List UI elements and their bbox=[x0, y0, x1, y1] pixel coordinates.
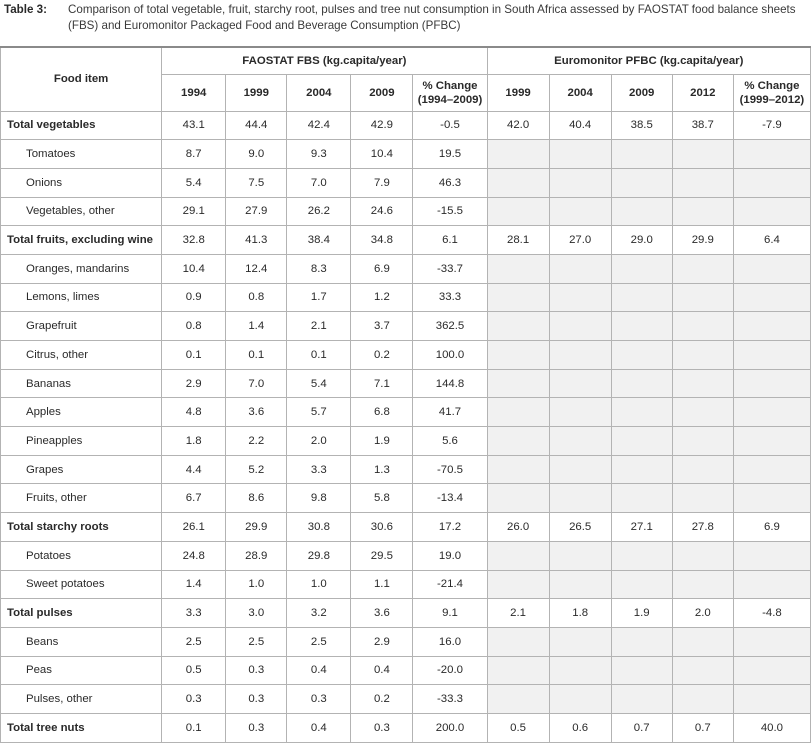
category-total-row bbox=[1, 713, 811, 742]
fbs-change-cell: 5.6 bbox=[413, 427, 487, 456]
food-item-row bbox=[1, 427, 811, 456]
pfbc-value-cell bbox=[672, 168, 733, 197]
pfbc-value-cell bbox=[672, 455, 733, 484]
pfbc-value-cell bbox=[672, 541, 733, 570]
pfbc-value-cell: 1.8 bbox=[549, 599, 611, 628]
fbs-value-cell: 4.8 bbox=[162, 398, 226, 427]
fbs-value-cell: 0.5 bbox=[162, 656, 226, 685]
pfbc-value-cell: 29.0 bbox=[611, 226, 672, 255]
fbs-value-cell: 0.1 bbox=[226, 341, 287, 370]
pfbc-value-cell bbox=[672, 254, 733, 283]
fbs-change-cell: 6.1 bbox=[413, 226, 487, 255]
fbs-value-cell: 0.4 bbox=[287, 656, 351, 685]
pfbc-year-header: 1999 bbox=[487, 74, 549, 111]
fbs-value-cell: 42.9 bbox=[351, 111, 413, 140]
food-item-row bbox=[1, 140, 811, 169]
pfbc-change-cell bbox=[733, 484, 810, 513]
pfbc-change-cell bbox=[733, 541, 810, 570]
pfbc-value-cell bbox=[487, 685, 549, 714]
fbs-value-cell: 0.2 bbox=[351, 341, 413, 370]
pfbc-value-cell bbox=[611, 685, 672, 714]
food-item-row bbox=[1, 283, 811, 312]
fbs-value-cell: 9.0 bbox=[226, 140, 287, 169]
pfbc-year-header: 2009 bbox=[611, 74, 672, 111]
fbs-value-cell: 1.9 bbox=[351, 427, 413, 456]
fbs-value-cell: 0.3 bbox=[351, 713, 413, 742]
category-total-row bbox=[1, 599, 811, 628]
pfbc-value-cell bbox=[549, 484, 611, 513]
fbs-value-cell: 8.3 bbox=[287, 254, 351, 283]
fbs-value-cell: 7.0 bbox=[226, 369, 287, 398]
fbs-change-cell: -33.7 bbox=[413, 254, 487, 283]
fbs-value-cell: 1.4 bbox=[162, 570, 226, 599]
pfbc-value-cell: 27.0 bbox=[549, 226, 611, 255]
fbs-value-cell: 0.3 bbox=[226, 713, 287, 742]
pfbc-value-cell bbox=[487, 168, 549, 197]
pfbc-change-header bbox=[733, 74, 810, 111]
fbs-value-cell: 6.9 bbox=[351, 254, 413, 283]
category-total-row bbox=[1, 226, 811, 255]
change-header-line: (1999–2012) bbox=[739, 93, 805, 106]
fbs-value-cell: 7.5 bbox=[226, 168, 287, 197]
pfbc-change-cell: 6.4 bbox=[733, 226, 810, 255]
fbs-value-cell: 1.4 bbox=[226, 312, 287, 341]
pfbc-change-cell bbox=[733, 398, 810, 427]
pfbc-change-cell bbox=[733, 369, 810, 398]
fbs-change-cell: 9.1 bbox=[413, 599, 487, 628]
fbs-value-cell: 3.6 bbox=[351, 599, 413, 628]
pfbc-value-cell bbox=[487, 427, 549, 456]
fbs-value-cell: 3.3 bbox=[287, 455, 351, 484]
fbs-change-cell: 19.5 bbox=[413, 140, 487, 169]
pfbc-value-cell bbox=[487, 541, 549, 570]
food-item-name: Lemons, limes bbox=[1, 283, 162, 312]
change-header-line: (1994–2009) bbox=[417, 93, 483, 106]
pfbc-value-cell bbox=[487, 140, 549, 169]
fbs-value-cell: 2.2 bbox=[226, 427, 287, 456]
pfbc-value-cell: 0.5 bbox=[487, 713, 549, 742]
fbs-year-header: 2004 bbox=[287, 74, 351, 111]
category-total-row bbox=[1, 111, 811, 140]
food-item-row bbox=[1, 341, 811, 370]
pfbc-value-cell: 0.7 bbox=[611, 713, 672, 742]
fbs-value-cell: 8.6 bbox=[226, 484, 287, 513]
food-item-row bbox=[1, 312, 811, 341]
fbs-value-cell: 29.9 bbox=[226, 513, 287, 542]
pfbc-year-header: 2004 bbox=[549, 74, 611, 111]
fbs-value-cell: 1.8 bbox=[162, 427, 226, 456]
pfbc-value-cell: 38.7 bbox=[672, 111, 733, 140]
fbs-value-cell: 0.3 bbox=[287, 685, 351, 714]
pfbc-value-cell: 42.0 bbox=[487, 111, 549, 140]
pfbc-value-cell: 27.8 bbox=[672, 513, 733, 542]
pfbc-value-cell bbox=[611, 168, 672, 197]
pfbc-value-cell bbox=[611, 140, 672, 169]
fbs-value-cell: 6.7 bbox=[162, 484, 226, 513]
fbs-value-cell: 29.1 bbox=[162, 197, 226, 226]
fbs-value-cell: 2.9 bbox=[162, 369, 226, 398]
pfbc-value-cell bbox=[672, 341, 733, 370]
pfbc-value-cell: 26.0 bbox=[487, 513, 549, 542]
food-item-name: Total tree nuts bbox=[1, 713, 162, 742]
pfbc-value-cell bbox=[487, 283, 549, 312]
pfbc-value-cell bbox=[549, 427, 611, 456]
fbs-value-cell: 5.7 bbox=[287, 398, 351, 427]
fbs-value-cell: 5.8 bbox=[351, 484, 413, 513]
food-item-name: Pineapples bbox=[1, 427, 162, 456]
pfbc-change-cell bbox=[733, 455, 810, 484]
pfbc-value-cell bbox=[487, 312, 549, 341]
pfbc-value-cell: 2.0 bbox=[672, 599, 733, 628]
fbs-value-cell: 1.1 bbox=[351, 570, 413, 599]
fbs-value-cell: 0.9 bbox=[162, 283, 226, 312]
pfbc-change-cell bbox=[733, 168, 810, 197]
pfbc-value-cell bbox=[549, 656, 611, 685]
caption-text: Comparison of total vegetable, fruit, starchy root, pulses and tree nut consumption in South Africa assessed by FAOSTAT food balance sheets (FBS) and Euromonitor Packaged Food and Beverage Consumption (PFBC) bbox=[68, 3, 796, 32]
fbs-value-cell: 0.1 bbox=[162, 341, 226, 370]
pfbc-value-cell bbox=[672, 627, 733, 656]
fbs-change-cell: 33.3 bbox=[413, 283, 487, 312]
fbs-value-cell: 7.9 bbox=[351, 168, 413, 197]
pfbc-value-cell bbox=[487, 369, 549, 398]
fbs-value-cell: 0.2 bbox=[351, 685, 413, 714]
food-item-name: Fruits, other bbox=[1, 484, 162, 513]
food-item-name: Total vegetables bbox=[1, 111, 162, 140]
pfbc-value-cell bbox=[672, 398, 733, 427]
food-item-row bbox=[1, 254, 811, 283]
pfbc-value-cell bbox=[487, 341, 549, 370]
food-item-row bbox=[1, 455, 811, 484]
fbs-value-cell: 10.4 bbox=[162, 254, 226, 283]
food-item-name: Total starchy roots bbox=[1, 513, 162, 542]
fbs-value-cell: 26.2 bbox=[287, 197, 351, 226]
fbs-value-cell: 2.5 bbox=[162, 627, 226, 656]
food-item-name: Tomatoes bbox=[1, 140, 162, 169]
pfbc-group-header: Euromonitor PFBC (kg.capita/year) bbox=[487, 47, 810, 74]
fbs-value-cell: 7.0 bbox=[287, 168, 351, 197]
fbs-value-cell: 0.4 bbox=[351, 656, 413, 685]
fbs-value-cell: 10.4 bbox=[351, 140, 413, 169]
fbs-change-cell: -21.4 bbox=[413, 570, 487, 599]
pfbc-change-cell bbox=[733, 570, 810, 599]
fbs-value-cell: 5.4 bbox=[287, 369, 351, 398]
food-item-header: Food item bbox=[1, 47, 162, 111]
pfbc-value-cell bbox=[487, 398, 549, 427]
pfbc-value-cell bbox=[487, 570, 549, 599]
pfbc-value-cell bbox=[549, 398, 611, 427]
fbs-change-cell: 19.0 bbox=[413, 541, 487, 570]
food-item-row bbox=[1, 685, 811, 714]
fbs-value-cell: 2.5 bbox=[226, 627, 287, 656]
fbs-change-cell: 16.0 bbox=[413, 627, 487, 656]
fbs-value-cell: 0.4 bbox=[287, 713, 351, 742]
fbs-value-cell: 8.7 bbox=[162, 140, 226, 169]
pfbc-value-cell bbox=[672, 283, 733, 312]
fbs-value-cell: 32.8 bbox=[162, 226, 226, 255]
fbs-value-cell: 3.2 bbox=[287, 599, 351, 628]
fbs-value-cell: 30.8 bbox=[287, 513, 351, 542]
fbs-value-cell: 30.6 bbox=[351, 513, 413, 542]
pfbc-value-cell: 1.9 bbox=[611, 599, 672, 628]
pfbc-value-cell bbox=[549, 168, 611, 197]
pfbc-value-cell: 0.6 bbox=[549, 713, 611, 742]
food-item-name: Sweet potatoes bbox=[1, 570, 162, 599]
fbs-value-cell: 9.3 bbox=[287, 140, 351, 169]
pfbc-change-cell bbox=[733, 140, 810, 169]
food-item-name: Apples bbox=[1, 398, 162, 427]
food-item-row bbox=[1, 541, 811, 570]
pfbc-value-cell bbox=[611, 197, 672, 226]
fbs-change-cell: 144.8 bbox=[413, 369, 487, 398]
fbs-change-cell: 17.2 bbox=[413, 513, 487, 542]
fbs-value-cell: 0.8 bbox=[162, 312, 226, 341]
fbs-value-cell: 34.8 bbox=[351, 226, 413, 255]
fbs-value-cell: 3.0 bbox=[226, 599, 287, 628]
fbs-value-cell: 5.4 bbox=[162, 168, 226, 197]
food-item-name: Onions bbox=[1, 168, 162, 197]
table-caption bbox=[0, 0, 811, 44]
pfbc-change-cell: 40.0 bbox=[733, 713, 810, 742]
fbs-year-header: 1994 bbox=[162, 74, 226, 111]
fbs-value-cell: 41.3 bbox=[226, 226, 287, 255]
category-total-row bbox=[1, 513, 811, 542]
caption-label: Table 3: bbox=[4, 3, 47, 16]
food-item-row bbox=[1, 627, 811, 656]
pfbc-value-cell: 26.5 bbox=[549, 513, 611, 542]
pfbc-change-cell bbox=[733, 627, 810, 656]
fbs-value-cell: 2.9 bbox=[351, 627, 413, 656]
food-item-name: Citrus, other bbox=[1, 341, 162, 370]
fbs-change-cell: -70.5 bbox=[413, 455, 487, 484]
fbs-value-cell: 0.3 bbox=[226, 685, 287, 714]
fbs-value-cell: 9.8 bbox=[287, 484, 351, 513]
fbs-change-cell: 41.7 bbox=[413, 398, 487, 427]
food-item-name: Vegetables, other bbox=[1, 197, 162, 226]
fbs-value-cell: 2.0 bbox=[287, 427, 351, 456]
pfbc-value-cell bbox=[487, 627, 549, 656]
pfbc-value-cell bbox=[672, 312, 733, 341]
pfbc-value-cell: 29.9 bbox=[672, 226, 733, 255]
pfbc-value-cell: 38.5 bbox=[611, 111, 672, 140]
food-item-row bbox=[1, 398, 811, 427]
fbs-value-cell: 0.1 bbox=[162, 713, 226, 742]
food-item-name: Pulses, other bbox=[1, 685, 162, 714]
food-item-name: Total pulses bbox=[1, 599, 162, 628]
consumption-table bbox=[0, 46, 811, 743]
fbs-value-cell: 3.3 bbox=[162, 599, 226, 628]
pfbc-change-cell bbox=[733, 312, 810, 341]
fbs-change-cell: 46.3 bbox=[413, 168, 487, 197]
pfbc-value-cell bbox=[549, 283, 611, 312]
food-item-row bbox=[1, 570, 811, 599]
pfbc-value-cell bbox=[487, 254, 549, 283]
pfbc-value-cell bbox=[611, 341, 672, 370]
pfbc-change-cell: -7.9 bbox=[733, 111, 810, 140]
food-item-row bbox=[1, 168, 811, 197]
pfbc-value-cell bbox=[672, 140, 733, 169]
table-body bbox=[1, 111, 811, 742]
pfbc-value-cell bbox=[549, 455, 611, 484]
pfbc-value-cell bbox=[672, 427, 733, 456]
pfbc-value-cell bbox=[549, 140, 611, 169]
pfbc-value-cell: 40.4 bbox=[549, 111, 611, 140]
fbs-value-cell: 0.3 bbox=[162, 685, 226, 714]
pfbc-value-cell bbox=[549, 627, 611, 656]
fbs-change-cell: 200.0 bbox=[413, 713, 487, 742]
fbs-value-cell: 3.7 bbox=[351, 312, 413, 341]
fbs-value-cell: 38.4 bbox=[287, 226, 351, 255]
pfbc-value-cell bbox=[549, 254, 611, 283]
change-header-line: % Change bbox=[744, 79, 800, 92]
fbs-change-cell: -20.0 bbox=[413, 656, 487, 685]
pfbc-value-cell bbox=[611, 484, 672, 513]
fbs-value-cell: 1.0 bbox=[226, 570, 287, 599]
pfbc-value-cell: 2.1 bbox=[487, 599, 549, 628]
pfbc-value-cell bbox=[672, 656, 733, 685]
fbs-value-cell: 4.4 bbox=[162, 455, 226, 484]
pfbc-value-cell bbox=[611, 656, 672, 685]
fbs-value-cell: 7.1 bbox=[351, 369, 413, 398]
food-item-name: Grapefruit bbox=[1, 312, 162, 341]
fbs-value-cell: 3.6 bbox=[226, 398, 287, 427]
pfbc-value-cell bbox=[611, 254, 672, 283]
fbs-year-header: 1999 bbox=[226, 74, 287, 111]
fbs-group-header: FAOSTAT FBS (kg.capita/year) bbox=[162, 47, 487, 74]
fbs-value-cell: 26.1 bbox=[162, 513, 226, 542]
fbs-value-cell: 5.2 bbox=[226, 455, 287, 484]
pfbc-value-cell bbox=[611, 369, 672, 398]
pfbc-value-cell bbox=[672, 197, 733, 226]
pfbc-change-cell bbox=[733, 254, 810, 283]
pfbc-value-cell bbox=[611, 283, 672, 312]
fbs-value-cell: 0.1 bbox=[287, 341, 351, 370]
food-item-name: Potatoes bbox=[1, 541, 162, 570]
pfbc-value-cell: 28.1 bbox=[487, 226, 549, 255]
fbs-value-cell: 27.9 bbox=[226, 197, 287, 226]
pfbc-value-cell bbox=[611, 627, 672, 656]
pfbc-value-cell bbox=[611, 455, 672, 484]
fbs-value-cell: 1.0 bbox=[287, 570, 351, 599]
pfbc-change-cell bbox=[733, 656, 810, 685]
pfbc-year-header: 2012 bbox=[672, 74, 733, 111]
fbs-change-cell: -0.5 bbox=[413, 111, 487, 140]
pfbc-value-cell bbox=[487, 484, 549, 513]
pfbc-change-cell: 6.9 bbox=[733, 513, 810, 542]
pfbc-value-cell bbox=[549, 312, 611, 341]
fbs-value-cell: 2.5 bbox=[287, 627, 351, 656]
pfbc-value-cell bbox=[611, 541, 672, 570]
pfbc-value-cell bbox=[672, 484, 733, 513]
pfbc-value-cell bbox=[487, 455, 549, 484]
fbs-value-cell: 12.4 bbox=[226, 254, 287, 283]
fbs-year-header: 2009 bbox=[351, 74, 413, 111]
fbs-value-cell: 24.6 bbox=[351, 197, 413, 226]
pfbc-value-cell bbox=[672, 570, 733, 599]
food-item-name: Total fruits, excluding wine bbox=[1, 226, 162, 255]
food-item-name: Oranges, mandarins bbox=[1, 254, 162, 283]
fbs-value-cell: 0.8 bbox=[226, 283, 287, 312]
pfbc-value-cell bbox=[611, 570, 672, 599]
pfbc-value-cell: 27.1 bbox=[611, 513, 672, 542]
fbs-value-cell: 1.3 bbox=[351, 455, 413, 484]
fbs-value-cell: 1.2 bbox=[351, 283, 413, 312]
pfbc-value-cell bbox=[549, 541, 611, 570]
pfbc-change-cell bbox=[733, 197, 810, 226]
fbs-change-cell: 362.5 bbox=[413, 312, 487, 341]
fbs-change-cell: -15.5 bbox=[413, 197, 487, 226]
pfbc-change-cell bbox=[733, 283, 810, 312]
pfbc-change-cell bbox=[733, 427, 810, 456]
fbs-value-cell: 42.4 bbox=[287, 111, 351, 140]
fbs-value-cell: 2.1 bbox=[287, 312, 351, 341]
pfbc-value-cell: 0.7 bbox=[672, 713, 733, 742]
food-item-name: Bananas bbox=[1, 369, 162, 398]
food-item-row bbox=[1, 484, 811, 513]
pfbc-change-cell bbox=[733, 685, 810, 714]
pfbc-value-cell bbox=[672, 369, 733, 398]
pfbc-value-cell bbox=[611, 312, 672, 341]
pfbc-value-cell bbox=[549, 570, 611, 599]
pfbc-value-cell bbox=[549, 341, 611, 370]
fbs-value-cell: 28.9 bbox=[226, 541, 287, 570]
food-item-row bbox=[1, 197, 811, 226]
fbs-value-cell: 44.4 bbox=[226, 111, 287, 140]
fbs-value-cell: 29.5 bbox=[351, 541, 413, 570]
pfbc-change-cell bbox=[733, 341, 810, 370]
pfbc-value-cell bbox=[549, 197, 611, 226]
fbs-value-cell: 0.3 bbox=[226, 656, 287, 685]
food-item-name: Grapes bbox=[1, 455, 162, 484]
fbs-change-header bbox=[413, 74, 487, 111]
pfbc-value-cell bbox=[611, 398, 672, 427]
fbs-change-cell: 100.0 bbox=[413, 341, 487, 370]
fbs-value-cell: 6.8 bbox=[351, 398, 413, 427]
fbs-change-cell: -33.3 bbox=[413, 685, 487, 714]
fbs-value-cell: 29.8 bbox=[287, 541, 351, 570]
pfbc-value-cell bbox=[549, 369, 611, 398]
pfbc-value-cell bbox=[487, 197, 549, 226]
food-item-name: Peas bbox=[1, 656, 162, 685]
fbs-value-cell: 24.8 bbox=[162, 541, 226, 570]
pfbc-value-cell bbox=[549, 685, 611, 714]
pfbc-value-cell bbox=[611, 427, 672, 456]
change-header-line: % Change bbox=[422, 79, 478, 92]
fbs-value-cell: 1.7 bbox=[287, 283, 351, 312]
food-item-row bbox=[1, 369, 811, 398]
pfbc-value-cell bbox=[487, 656, 549, 685]
fbs-change-cell: -13.4 bbox=[413, 484, 487, 513]
pfbc-value-cell bbox=[672, 685, 733, 714]
food-item-name: Beans bbox=[1, 627, 162, 656]
food-item-row bbox=[1, 656, 811, 685]
fbs-value-cell: 43.1 bbox=[162, 111, 226, 140]
pfbc-change-cell: -4.8 bbox=[733, 599, 810, 628]
